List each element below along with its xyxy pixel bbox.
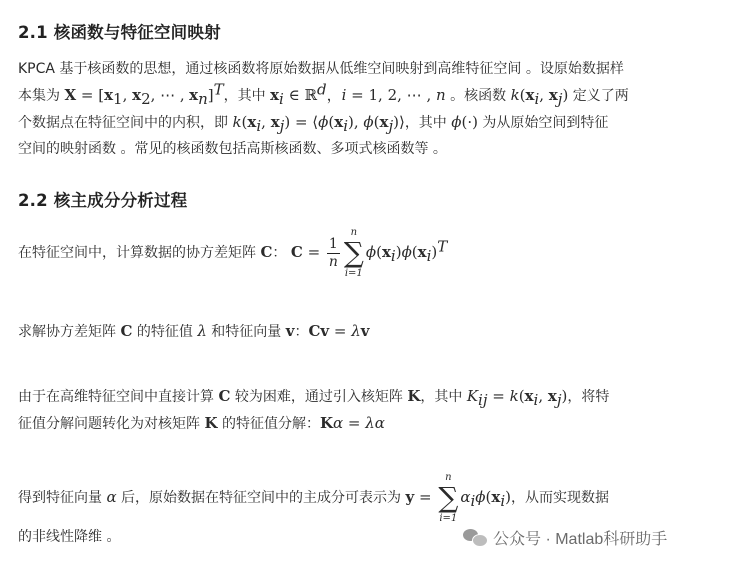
summation-symbol: n ∑ i=1 [343, 227, 364, 279]
covariance-paragraph: 在特征空间中，计算数据的协方差矩阵 C： C = $\frac{1}{n}$ n ∑ i=1 $\phi(x_i)\phi(x_i)^T$ [18, 227, 448, 279]
kernel-line-2: 征值分解问题转化为对核矩阵 K 的特征值分解：Kα = λα [18, 414, 385, 432]
projection-paragraph: 得到特征向量 α 后，原始数据在特征空间中的主成分可表示为 y = n ∑ i=1 $\alpha_i\phi(x_i)$，从而实现数据 [18, 472, 609, 524]
paragraph-line-3: 个数据点在特征空间中的内积，即 $k(x_i$, $x_j$) = $⟨\phi(x_i)$, $\phi(x_j)⟩$，其中 ϕ(·) 为从原始空间到特征 [18, 113, 609, 135]
section-heading-2-1: 2.1 核函数与特征空间映射 [18, 23, 221, 42]
paragraph-line-4: 空间的映射函数 。常见的核函数包括高斯核函数、多项式核函数等 。 [18, 141, 447, 157]
kernel-line-1: 由于在高维特征空间中直接计算 C 较为困难，通过引入核矩阵 K，其中 $K_{ij} = k(x_i$, $x_j$)，将特 [18, 387, 610, 409]
watermark-text: 公众号 · Matlab科研助手 [493, 530, 668, 548]
paragraph-line-2: 本集为 $X = [x_1$, $x_2$, ⋯ , $x_n]^T$，其中 $x_i$ ∈ ℝ$^d$，i = 1, 2, ⋯ , n 。核函数 $k(x_i$, $x_j$) 定义了两 [18, 80, 629, 108]
projection-paragraph-end: 的非线性降维 。 [18, 529, 121, 545]
wechat-icon [463, 527, 487, 547]
summation-symbol-2: n ∑ i=1 [438, 472, 459, 524]
section-heading-2-2: 2.2 核主成分分析过程 [18, 191, 188, 210]
paragraph-line-1: KPCA 基于核函数的思想，通过核函数将原始数据从低维空间映射到高维特征空间 。设原始数据样 [18, 61, 624, 77]
eigen-paragraph: 求解协方差矩阵 C 的特征值 λ 和特征向量 v：Cv = λv [18, 322, 370, 340]
kernel-matrix-paragraph [18, 383, 730, 437]
watermark [463, 524, 667, 550]
section-2-1-paragraph [18, 56, 730, 162]
fraction-1-over-n: $\frac{1}{n}$ [328, 235, 338, 270]
